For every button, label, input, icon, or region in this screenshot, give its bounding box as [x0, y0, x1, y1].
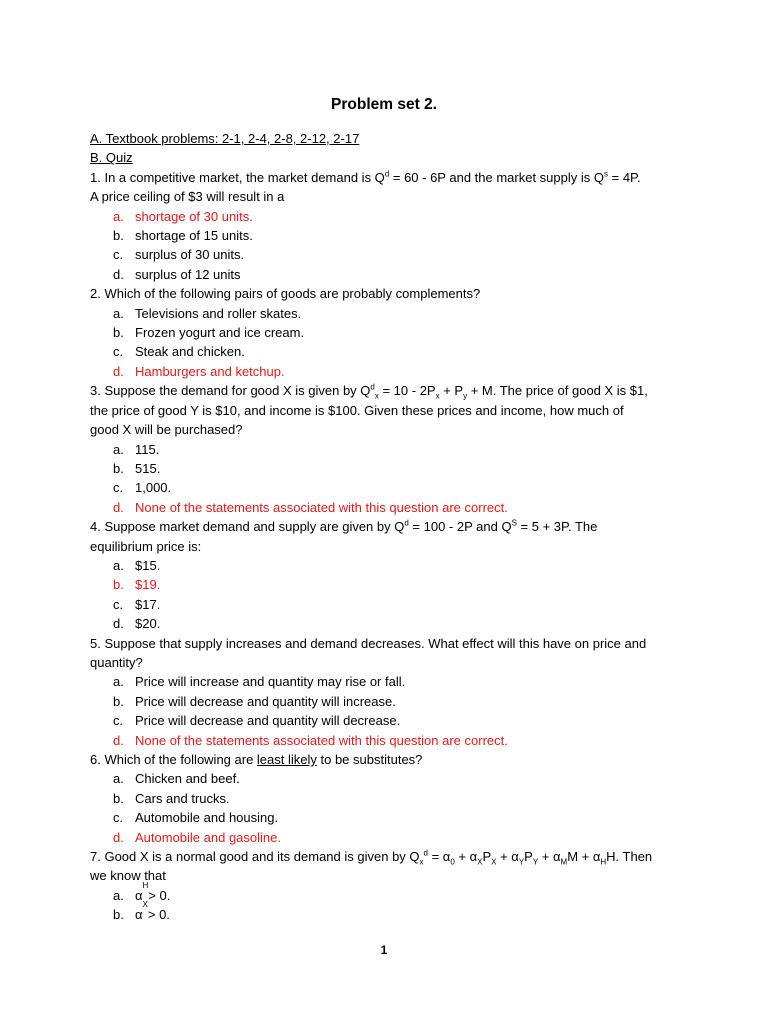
- question-3-option-a: a. 115.: [113, 441, 160, 457]
- question-3-option-d: d. None of the statements associated with this question are correct.: [113, 499, 508, 515]
- question-5-option-d: d. None of the statements associated with this question are correct.: [113, 732, 508, 748]
- question-6-line-1: 6. Which of the following are least likely to be substitutes?: [90, 752, 423, 767]
- question-1-line-1: 1. In a competitive market, the market demand is $Q^d = 60 - 6P$ and the market supply is $Q^s = 4P$.: [90, 169, 641, 185]
- question-1-option-b: b. shortage of 15 units.: [113, 228, 253, 244]
- question-7-line-2: we know that: [90, 868, 166, 884]
- question-5-option-b: b. Price will decrease and quantity will increase.: [113, 693, 396, 709]
- question-6-option-d: d. Automobile and gasoline.: [113, 829, 281, 845]
- page-number: 1: [380, 943, 388, 957]
- question-4-option-d: d. $20.: [113, 616, 161, 632]
- question-1-option-a: a. shortage of 30 units.: [113, 208, 253, 224]
- question-4-option-b: b. $19.: [113, 577, 161, 593]
- question-5-line-2: quantity?: [90, 654, 143, 670]
- question-3-option-b: b. 515.: [113, 460, 161, 476]
- question-1-option-d: d. surplus of 12 units: [113, 266, 241, 282]
- page-title: Problem set 2.: [331, 96, 437, 113]
- question-4-line-2: equilibrium price is:: [90, 538, 202, 554]
- question-4-option-a: a. $15.: [113, 557, 161, 573]
- question-2-option-d: d. Hamburgers and ketchup.: [113, 363, 285, 379]
- emphasis-least-likely: least likely: [256, 752, 317, 767]
- question-6-option-a: a. Chicken and beef.: [113, 771, 240, 787]
- question-2-option-b: b. Frozen yogurt and ice cream.: [113, 325, 305, 341]
- document-content: [90, 129, 690, 925]
- question-2-option-a: a. Televisions and roller skates.: [113, 305, 302, 321]
- question-2-option-c: c. Steak and chicken.: [113, 344, 245, 360]
- question-5-option-c: c. Price will decrease and quantity will decrease.: [113, 713, 401, 729]
- question-1-option-c: c. surplus of 30 units.: [113, 247, 245, 263]
- question-7-option-a: a. α H > 0.: [113, 880, 171, 903]
- question-4-line-1: 4. Suppose market demand and supply are given by $Q^d = 100 - 2P$ and $Q^S = 5 + 3P$. The: [90, 518, 598, 535]
- question-4-option-c: c. $17.: [113, 596, 161, 612]
- question-3-line-3: good X will be purchased?: [90, 422, 243, 438]
- question-5-option-a: a. Price will increase and quantity may rise or fall.: [113, 674, 406, 690]
- question-6-option-b: b. Cars and trucks.: [113, 790, 230, 806]
- question-6-option-c: c. Automobile and housing.: [113, 810, 279, 826]
- question-7-line-1: 7. Good X is a normal good and its demand is given by $Q_x^d = \alpha_0 + \alpha_XP_X + \alpha_YP_Y + \alpha_MM + \alpha_HH$. Then: [90, 848, 653, 867]
- textbook-problems-line: A. Textbook problems: 2-1, 2-4, 2-8, 2-12, 2-17: [90, 131, 360, 146]
- question-3-line-2: the price of good Y is $10, and income is $100. Given these prices and income, how much of: [90, 402, 624, 418]
- question-1-line-2: A price ceiling of $3 will result in a: [90, 189, 285, 205]
- question-3-line-1: 3. Suppose the demand for good X is given by $Q^d_x = 10 - 2P_x + P_y + M$. The price of good X is $1,: [90, 382, 648, 401]
- question-5-line-1: 5. Suppose that supply increases and demand decreases. What effect will this have on price and: [90, 635, 647, 651]
- question-2-line-1: 2. Which of the following pairs of goods are probably complements?: [90, 286, 481, 302]
- question-3-option-c: c. 1,000.: [113, 480, 172, 496]
- question-7-option-b: b. α X > 0.: [113, 900, 170, 923]
- quiz-heading: B. Quiz: [90, 150, 133, 166]
